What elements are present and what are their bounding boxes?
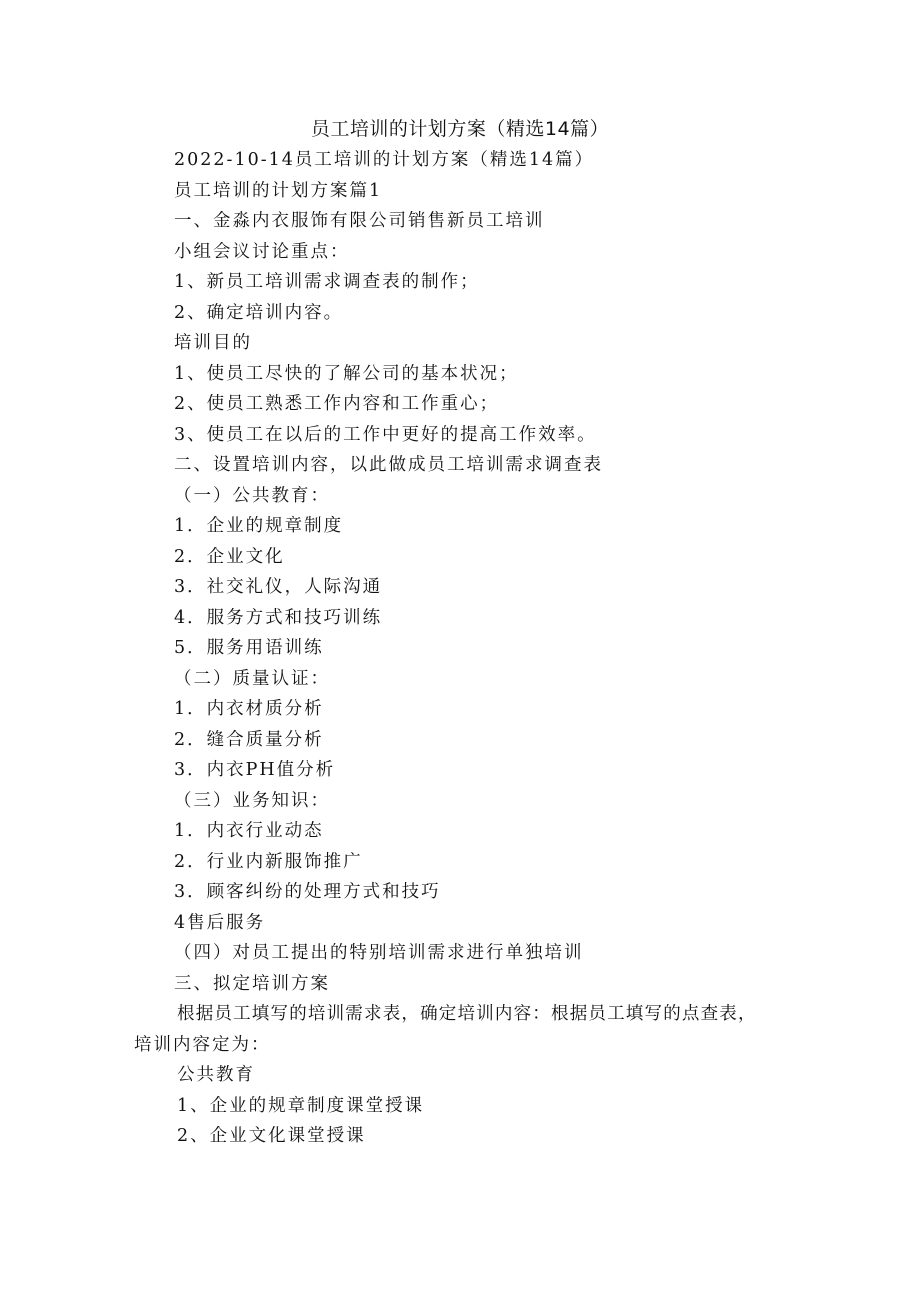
list-item: 2、企业文化课堂授课 <box>177 1126 366 1146</box>
list-item: 1．内衣行业动态 <box>174 821 324 841</box>
list-item: 2、确定培训内容。 <box>174 303 344 323</box>
list-item: 1．内衣材质分析 <box>174 699 324 719</box>
list-item: 4．服务方式和技巧训练 <box>174 608 383 628</box>
subsection-heading: （四）对员工提出的特别培训需求进行单独培训 <box>174 943 584 963</box>
subsection-heading: （三）业务知识： <box>174 791 330 811</box>
paragraph-line: 培训目的 <box>174 333 252 353</box>
section-heading: 员工培训的计划方案篇1 <box>174 181 383 201</box>
paragraph-line: 根据员工填写的培训需求表，确定培训内容：根据员工填写的点查表， <box>177 1004 757 1024</box>
paragraph-line: 二、设置培训内容，以此做成员工培训需求调查表 <box>174 455 603 475</box>
list-item: 1、新员工培训需求调查表的制作； <box>174 272 480 292</box>
paragraph-line: 公共教育 <box>177 1065 255 1085</box>
paragraph-line: 培训内容定为： <box>134 1035 271 1055</box>
list-item: 2．缝合质量分析 <box>174 730 324 750</box>
date-line: 2022-10-14员工培训的计划方案（精选14篇） <box>174 150 595 170</box>
list-item: 1．企业的规章制度 <box>174 516 344 536</box>
list-item: 2、使员工熟悉工作内容和工作重心； <box>174 394 500 414</box>
paragraph-line: 一、金淼内衣服饰有限公司销售新员工培训 <box>174 211 545 231</box>
subsection-heading: （二）质量认证： <box>174 669 330 689</box>
list-item: 2．行业内新服饰推广 <box>174 852 363 872</box>
section-heading: 三、拟定培训方案 <box>174 974 330 994</box>
document-title: 员工培训的计划方案（精选14篇） <box>310 118 610 140</box>
subsection-heading: （一）公共教育： <box>174 486 330 506</box>
list-item: 3．内衣PH值分析 <box>174 760 336 780</box>
list-item: 5．服务用语训练 <box>174 638 324 658</box>
list-item: 3．社交礼仪，人际沟通 <box>174 577 383 597</box>
list-item: 3、使员工在以后的工作中更好的提高工作效率。 <box>174 425 597 445</box>
list-item: 1、企业的规章制度课堂授课 <box>177 1096 425 1116</box>
list-item: 4售后服务 <box>174 913 266 933</box>
list-item: 1、使员工尽快的了解公司的基本状况； <box>174 364 519 384</box>
list-item: 3．顾客纠纷的处理方式和技巧 <box>174 882 441 902</box>
paragraph-line: 小组会议讨论重点： <box>174 242 350 262</box>
list-item: 2．企业文化 <box>174 547 285 567</box>
